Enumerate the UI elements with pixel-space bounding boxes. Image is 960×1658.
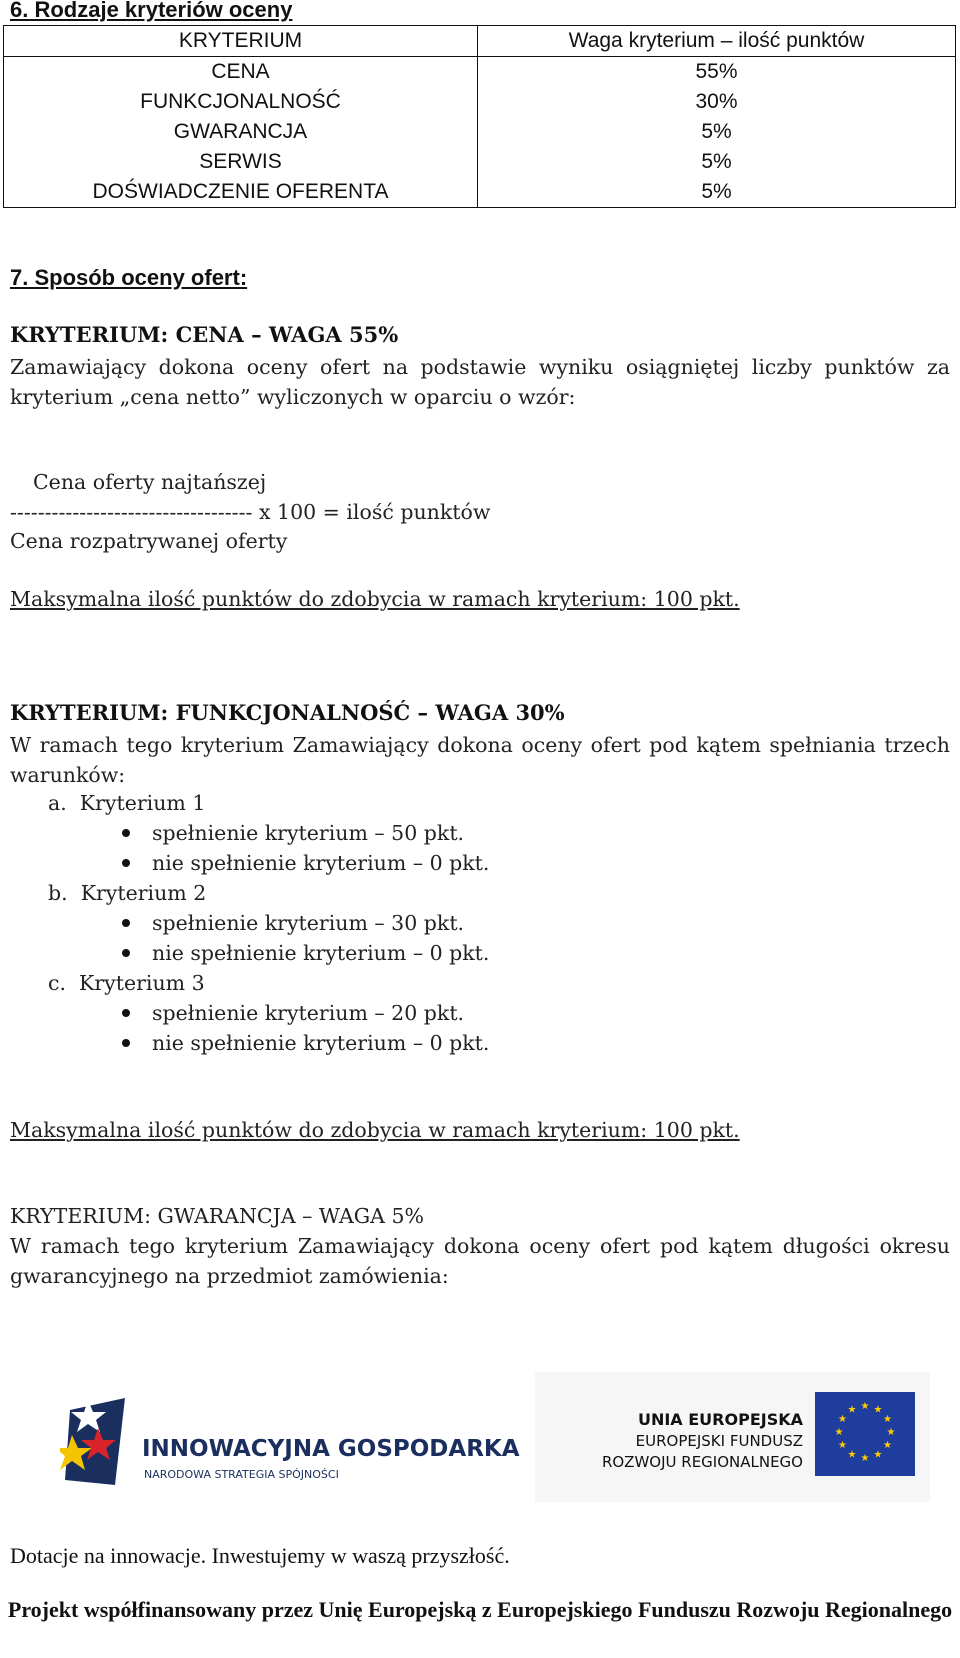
ig-logo-title: INNOWACYJNA GOSPODARKA xyxy=(142,1436,520,1462)
bullet-text: nie spełnienie kryterium – 0 pkt. xyxy=(152,851,490,875)
funkcjonalnosc-criterion-title: KRYTERIUM: FUNKCJONALNOŚĆ – WAGA 30% xyxy=(10,700,565,725)
weight-header-cell: Waga kryterium – ilość punktów xyxy=(478,26,956,57)
formula-fraction-line: ----------------------------------- x 100 = ilość punktów xyxy=(10,500,491,524)
bullet-icon xyxy=(122,859,130,867)
criterion-cell: DOŚWIADCZENIE OFERENTA xyxy=(4,177,478,208)
eu-flag-icon xyxy=(815,1392,915,1476)
criterion-cell: FUNKCJONALNOŚĆ xyxy=(4,87,478,117)
bullet-icon xyxy=(122,1009,130,1017)
table-row xyxy=(4,147,956,177)
weight-cell: 5% xyxy=(478,177,956,208)
list-label: Kryterium 3 xyxy=(79,971,205,995)
ig-logo-subtitle: NARODOWA STRATEGIA SPÓJNOŚCI xyxy=(144,1468,339,1481)
list-item xyxy=(122,848,489,878)
bullet-text: spełnienie kryterium – 50 pkt. xyxy=(152,821,465,845)
list-marker: c. xyxy=(48,971,66,995)
criterion-cell: SERWIS xyxy=(4,147,478,177)
funkcjonalnosc-max-points: Maksymalna ilość punktów do zdobycia w ramach kryterium: 100 pkt. xyxy=(10,1118,740,1142)
svg-text:★: ★ xyxy=(847,1404,857,1416)
bullet-text: spełnienie kryterium – 30 pkt. xyxy=(152,911,465,935)
criteria-table xyxy=(3,25,956,208)
funkcjonalnosc-description: W ramach tego kryterium Zamawiający dokona oceny ofert pod kątem spełniania trzech warunków: xyxy=(10,733,950,787)
list-label: Kryterium 1 xyxy=(79,791,206,815)
section-7-heading: 7. Sposób oceny ofert: xyxy=(10,265,248,290)
gwarancja-criterion-title: KRYTERIUM: GWARANCJA – WAGA 5% xyxy=(10,1204,424,1228)
footer-slogan: Dotacje na innowacje. Inwestujemy w waszą przyszłość. xyxy=(10,1543,510,1568)
cena-max-points: Maksymalna ilość punktów do zdobycia w ramach kryterium: 100 pkt. xyxy=(10,587,740,611)
svg-text:★: ★ xyxy=(873,1449,883,1461)
weight-cell: 5% xyxy=(478,117,956,147)
criterion-cell: CENA xyxy=(4,57,478,88)
innowacyjna-gospodarka-logo xyxy=(60,1390,520,1490)
bullet-text: nie spełnienie kryterium – 0 pkt. xyxy=(152,941,490,965)
list-item xyxy=(122,998,464,1028)
bullet-icon xyxy=(122,949,130,957)
svg-text:★: ★ xyxy=(838,1414,847,1425)
eu-logo-line2: EUROPEJSKI FUNDUSZ xyxy=(635,1432,803,1450)
eu-logo-line3: ROZWOJU REGIONALNEGO xyxy=(601,1453,803,1471)
list-item xyxy=(122,818,464,848)
section-6-heading: 6. Rodzaje kryteriów oceny xyxy=(10,0,293,22)
svg-text:★: ★ xyxy=(886,1427,896,1438)
svg-text:★: ★ xyxy=(860,1453,870,1464)
footer-project-statement: Projekt współfinansowany przez Unię Europejską z Europejskiego Funduszu Rozwoju Regionalnego xyxy=(7,1597,953,1622)
cena-description: Zamawiający dokona oceny ofert na podstawie wyniku osiągniętej liczby punktów za kryterium „cena netto” wyliczonych w oparciu o wzór: xyxy=(10,355,950,409)
list-marker: a. xyxy=(48,791,67,815)
svg-text:★: ★ xyxy=(834,1427,844,1438)
svg-text:★: ★ xyxy=(883,1440,892,1451)
gwarancja-description: W ramach tego kryterium Zamawiający dokona oceny ofert pod kątem długości okresu gwarancyjnego na przedmiot zamówienia: xyxy=(10,1234,950,1288)
cena-criterion-title: KRYTERIUM: CENA – WAGA 55% xyxy=(10,322,399,347)
list-item xyxy=(48,788,205,818)
table-row xyxy=(4,177,956,208)
list-item xyxy=(122,908,464,938)
bullet-icon xyxy=(122,829,130,837)
list-item xyxy=(48,968,205,998)
bullet-text: nie spełnienie kryterium – 0 pkt. xyxy=(152,1031,490,1055)
unia-europejska-logo xyxy=(535,1372,930,1502)
bullet-icon xyxy=(122,919,130,927)
list-marker: b. xyxy=(48,881,68,905)
weight-cell: 55% xyxy=(478,57,956,88)
weight-cell: 30% xyxy=(478,87,956,117)
bullet-text: spełnienie kryterium – 20 pkt. xyxy=(152,1001,465,1025)
svg-text:★: ★ xyxy=(838,1440,847,1451)
weight-cell: 5% xyxy=(478,147,956,177)
svg-text:★: ★ xyxy=(860,1401,870,1412)
list-item xyxy=(122,938,489,968)
table-row xyxy=(4,87,956,117)
table-row xyxy=(4,57,956,88)
innowacyjna-gospodarka-emblem-icon xyxy=(60,1390,130,1490)
formula-numerator: Cena oferty najtańszej xyxy=(33,470,267,494)
criteria-table-header-row xyxy=(4,26,956,57)
eu-logo-line1: UNIA EUROPEJSKA xyxy=(637,1410,803,1429)
list-item xyxy=(48,878,206,908)
svg-text:★: ★ xyxy=(883,1414,892,1425)
formula-denominator: Cena rozpatrywanej oferty xyxy=(10,529,288,553)
list-label: Kryterium 2 xyxy=(80,881,207,905)
list-item xyxy=(122,1028,489,1058)
svg-text:★: ★ xyxy=(873,1404,883,1416)
bullet-icon xyxy=(122,1039,130,1047)
svg-text:★: ★ xyxy=(847,1449,857,1461)
criteria-header-cell: KRYTERIUM xyxy=(4,26,478,57)
criterion-cell: GWARANCJA xyxy=(4,117,478,147)
table-row xyxy=(4,117,956,147)
